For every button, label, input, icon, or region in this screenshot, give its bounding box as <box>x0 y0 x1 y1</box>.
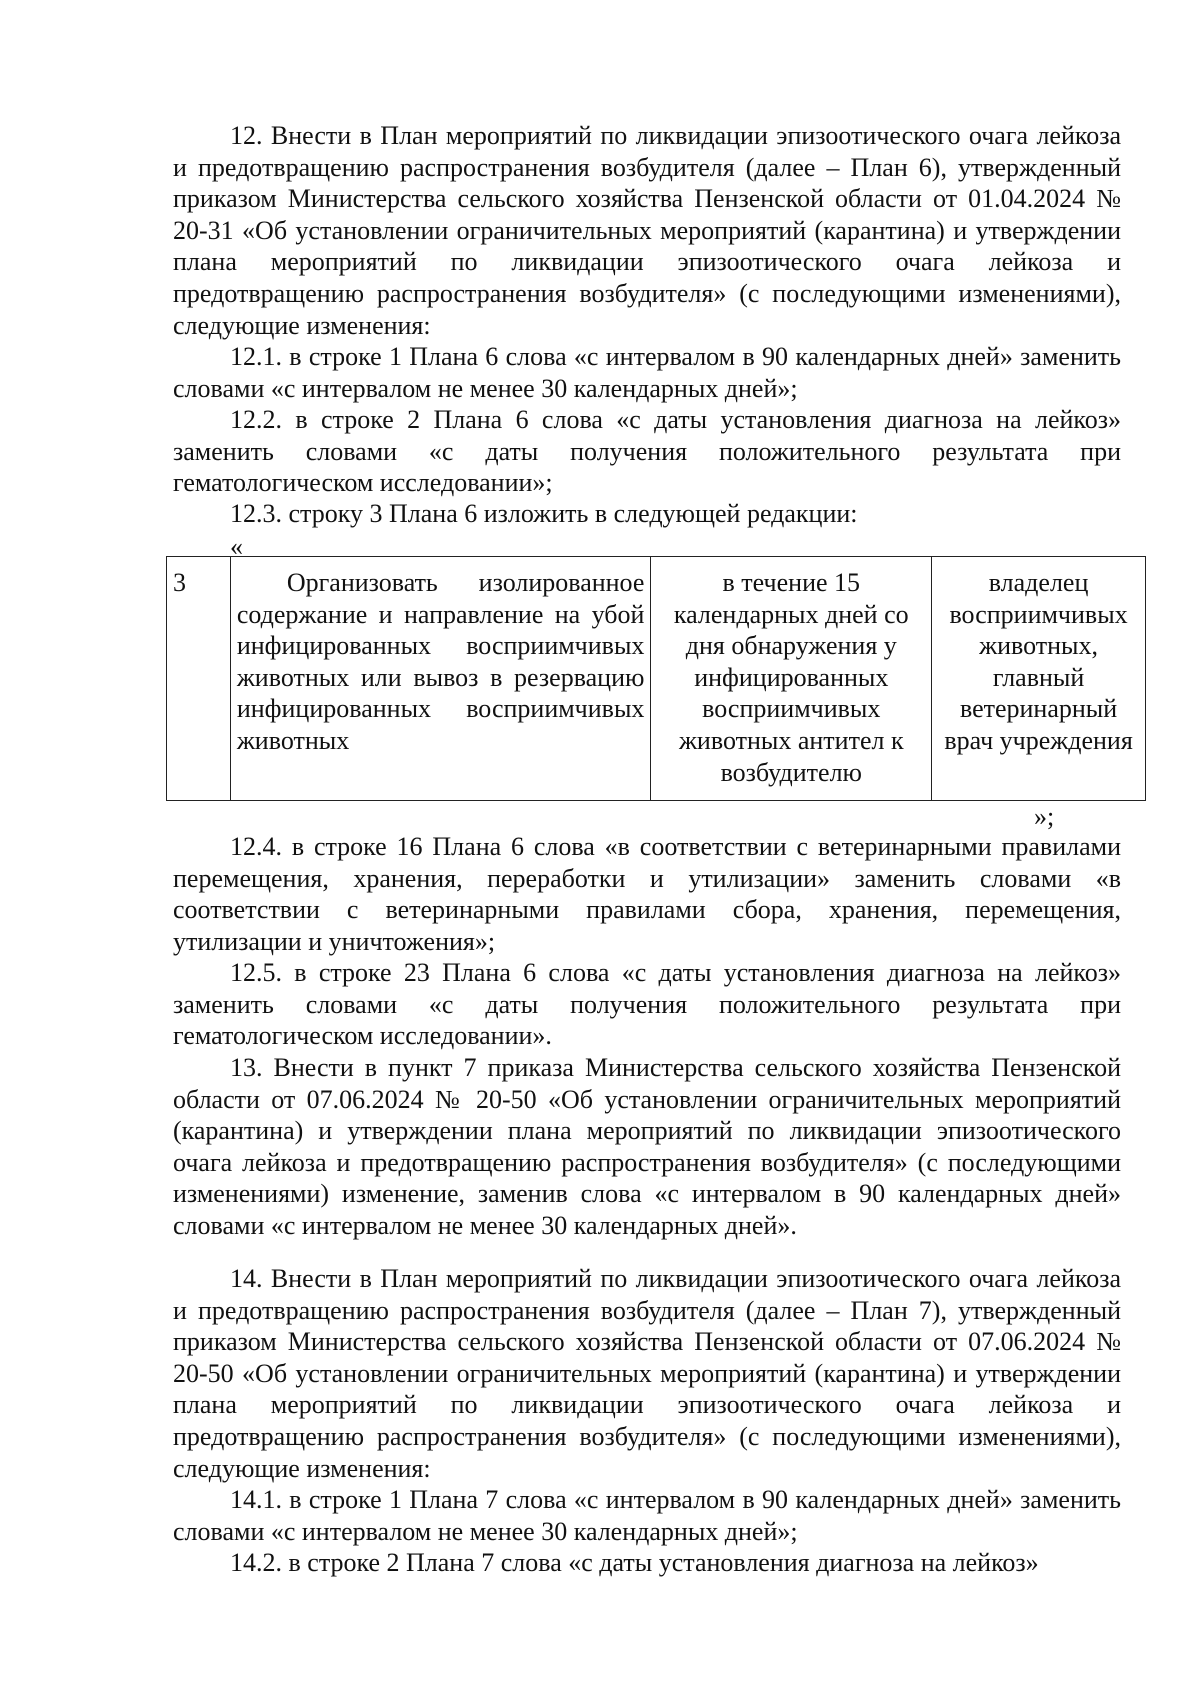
paragraph-12-4: 12.4. в строке 16 Плана 6 слова «в соответствии с ветеринарными правилами перемещения, хранения, переработки и утилизации» заменить словами «в соответствии с ветеринарными правилами сбора, хранения, перемещения, утилизации и уничтожения»; <box>173 832 1121 956</box>
paragraph-12-2: 12.2. в строке 2 Плана 6 слова «с даты установления диагноза на лейкоз» заменить словами «с даты получения положительного результата при гематологическом исследовании»; <box>173 405 1121 498</box>
replacement-table <box>166 556 1146 801</box>
responsible-cell: владелец восприимчивых животных, главный ветеринарный врач учреждения <box>932 557 1146 801</box>
closing-quote: »; <box>1034 802 1055 831</box>
paragraph-12-1: 12.1. в строке 1 Плана 6 слова «с интервалом в 90 календарных дней» заменить словами «с интервалом не менее 30 календарных дней»; <box>173 342 1121 403</box>
paragraph-14: 14. Внести в План мероприятий по ликвидации эпизоотического очага лейкоза и предотвращению распространения возбудителя (далее – План 7), утвержденный приказом Министерства сельского хозяйства Пензенской области от 07.06.2024 № 20-50 «Об установлении ограничительных мероприятий (карантина) и утверждении плана мероприятий по ликвидации эпизоотического очага лейкоза и предотвращению распространения возбудителя» (с последующими изменениями), следующие изменения: <box>173 1264 1121 1483</box>
paragraph-12-5: 12.5. в строке 23 Плана 6 слова «с даты установления диагноза на лейкоз» заменить словами «с даты получения положительного результата при гематологическом исследовании». <box>173 958 1121 1051</box>
action-text: Организовать изолированное содержание и направление на убой инфицированных восприимчивых животных или вывоз в резервацию инфицированных восприимчивых животных <box>236 568 645 755</box>
paragraph-14-1: 14.1. в строке 1 Плана 7 слова «с интервалом в 90 календарных дней» заменить словами «с интервалом не менее 30 календарных дней»; <box>173 1485 1121 1546</box>
row-number-cell: 3 <box>167 557 231 801</box>
paragraph-13: 13. Внести в пункт 7 приказа Министерства сельского хозяйства Пензенской области от 07.06.2024 № 20-50 «Об установлении ограничительных мероприятий (карантина) и утверждении плана мероприятий по ликвидации эпизоотического очага лейкоза и предотвращению распространения возбудителя» (с последующими изменениями) изменение, заменив слова «с интервалом в 90 календарных дней» словами «с интервалом не менее 30 календарных дней». <box>173 1053 1121 1240</box>
paragraph-12: 12. Внести в План мероприятий по ликвидации эпизоотического очага лейкоза и предотвращению распространения возбудителя (далее – План 6), утвержденный приказом Министерства сельского хозяйства Пензенской области от 01.04.2024 № 20-31 «Об установлении ограничительных мероприятий (карантина) и утверждении плана мероприятий по ликвидации эпизоотического очага лейкоза и предотвращению распространения возбудителя» (с последующими изменениями), следующие изменения: <box>173 121 1121 340</box>
action-cell <box>230 557 651 801</box>
term-cell: в течение 15 календарных дней со дня обнаружения у инфицированных восприимчивых животных антител к возбудителю <box>651 557 932 801</box>
paragraph-14-2: 14.2. в строке 2 Плана 7 слова «с даты установления диагноза на лейкоз» <box>230 1548 1039 1577</box>
opening-quote: « <box>230 532 243 561</box>
paragraph-12-3: 12.3. строку 3 Плана 6 изложить в следующей редакции: <box>230 499 858 528</box>
table-row <box>167 557 1146 801</box>
